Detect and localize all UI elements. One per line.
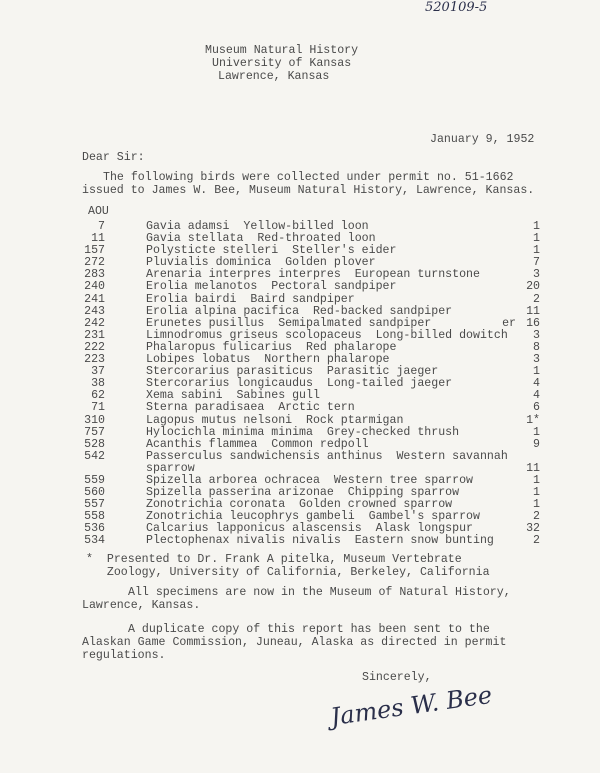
species-name: Erolia bairdi Baird sandpiper: [146, 292, 355, 306]
table-row: [80, 427, 540, 439]
species-name: Acanthis flammea Common redpoll: [146, 437, 369, 451]
aou-number: 283: [84, 268, 105, 282]
paragraph-line: Alaskan Game Commission, Juneau, Alaska as directed in permit: [82, 636, 507, 649]
specimen-count: 11: [526, 461, 540, 475]
intro-line: The following birds were collected under permit no. 51-1662: [103, 171, 514, 184]
intro-line: issued to James W. Bee, Museum Natural History, Lawrence, Kansas.: [82, 184, 535, 197]
aou-number: 542: [84, 449, 105, 463]
species-name: Spizella passerina arizonae Chipping sparrow: [146, 486, 460, 500]
paragraph-line: Lawrence, Kansas.: [82, 599, 201, 612]
specimen-count: 1: [533, 473, 540, 487]
aou-number: 557: [84, 498, 105, 512]
bird-list: [80, 221, 540, 548]
species-name: Gavia adamsi Yellow-billed loon: [146, 220, 369, 233]
species-name: Zonotrichia coronata Golden crowned sparrow: [146, 498, 453, 512]
specimen-count: 4: [533, 377, 540, 391]
species-name: Stercorarius parasiticus Parasitic jaeger: [146, 365, 439, 379]
aou-number: 38: [91, 377, 105, 391]
specimen-count: 7: [533, 256, 540, 270]
species-name: Xema sabini Sabines gull: [146, 389, 320, 403]
specimen-count: 1: [533, 365, 540, 379]
aou-number: 240: [84, 280, 105, 294]
margin-note: er: [502, 316, 516, 330]
letterhead-line: Museum Natural History: [205, 44, 359, 57]
letterhead-line: Lawrence, Kansas: [218, 70, 330, 83]
specimen-count: 1: [533, 425, 540, 439]
table-row: [80, 439, 540, 451]
species-name: Zonotrichia leucophrys gambeli Gambel's sparrow: [146, 510, 480, 524]
letterhead-line: University of Kansas: [212, 57, 352, 70]
species-name: Hylocichla minima minima Grey-checked thrush: [146, 425, 460, 439]
species-name: Gavia stellata Red-throated loon: [146, 232, 376, 246]
specimen-count: 2: [533, 510, 540, 524]
species-name: Polysticte stelleri Steller's eider: [146, 244, 397, 258]
specimen-count: 1*: [526, 413, 540, 427]
table-row: [80, 415, 540, 427]
aou-number: 272: [84, 256, 105, 270]
species-name: Stercorarius longicaudus Long-tailed jaeger: [146, 377, 453, 391]
species-name: Spizella arborea ochracea Western tree sparrow: [146, 473, 473, 487]
species-name: Sterna paradisaea Arctic tern: [146, 401, 355, 415]
date: January 9, 1952: [430, 133, 535, 146]
aou-number: 37: [91, 365, 105, 379]
species-name: Erolia alpina pacifica Red-backed sandpiper: [146, 304, 453, 318]
salutation: Dear Sir:: [82, 151, 145, 164]
aou-number: 528: [84, 437, 105, 451]
table-row: [80, 281, 540, 293]
aou-number: 231: [84, 328, 105, 342]
aou-number: 157: [84, 244, 105, 258]
species-name: Limnodromus griseus scolopaceus Long-billed dowitch: [146, 328, 508, 342]
aou-number: 241: [84, 292, 105, 306]
aou-number: 62: [91, 389, 105, 403]
aou-number: 534: [84, 534, 105, 548]
aou-number: 243: [84, 304, 105, 318]
aou-number: 7: [98, 220, 105, 233]
specimen-count: 3: [533, 353, 540, 367]
file-number: 520109-5: [425, 0, 488, 15]
specimen-count: 16: [526, 316, 540, 330]
specimen-count: 3: [533, 268, 540, 282]
specimen-count: 20: [526, 280, 540, 294]
paragraph-line: All specimens are now in the Museum of Natural History,: [128, 586, 511, 599]
specimen-count: 2: [533, 292, 540, 306]
closing: Sincerely,: [362, 671, 432, 684]
aou-number: 310: [84, 413, 105, 427]
specimen-count: 11: [526, 304, 540, 318]
specimen-count: 1: [533, 232, 540, 246]
aou-number: 558: [84, 510, 105, 524]
specimen-count: 3: [533, 328, 540, 342]
species-name: Passerculus sandwichensis anthinus Western savannah: [146, 449, 508, 463]
species-name: Lagopus mutus nelsoni Rock ptarmigan: [146, 413, 404, 427]
specimen-count: 4: [533, 389, 540, 403]
aou-number: 560: [84, 486, 105, 500]
table-row: [80, 306, 540, 318]
table-header-aou: AOU: [88, 205, 109, 218]
specimen-count: 9: [533, 437, 540, 451]
species-name: Plectophenax nivalis nivalis Eastern snow bunting: [146, 534, 494, 548]
paragraph-line: regulations.: [82, 649, 166, 662]
species-name: Arenaria interpres interpres European turnstone: [146, 268, 480, 282]
aou-number: 222: [84, 340, 105, 354]
footnote-line: Zoology, University of California, Berkeley, California: [86, 566, 490, 579]
aou-number: 71: [91, 401, 105, 415]
species-name: Pluvialis dominica Golden plover: [146, 256, 376, 270]
table-row: [80, 294, 540, 306]
table-row: [80, 402, 540, 414]
table-row: [80, 535, 540, 547]
specimen-count: 6: [533, 401, 540, 415]
specimen-count: 2: [533, 534, 540, 548]
species-name: Lobipes lobatus Northern phalarope: [146, 353, 390, 367]
specimen-count: 1: [533, 220, 540, 233]
footnote-line: * Presented to Dr. Frank A pitelka, Museum Vertebrate: [86, 553, 462, 566]
specimen-count: 1: [533, 498, 540, 512]
specimen-count: 1: [533, 486, 540, 500]
specimen-count: 8: [533, 340, 540, 354]
signature: James W. Bee: [328, 680, 494, 732]
aou-number: 559: [84, 473, 105, 487]
species-name: Phalaropus fulicarius Red phalarope: [146, 340, 397, 354]
aou-number: 223: [84, 353, 105, 367]
species-name: Erolia melanotos Pectoral sandpiper: [146, 280, 397, 294]
specimen-count: 32: [526, 522, 540, 536]
paragraph-line: A duplicate copy of this report has been sent to the: [128, 623, 490, 636]
species-name: sparrow: [146, 461, 195, 475]
specimen-count: 1: [533, 244, 540, 258]
aou-number: 11: [91, 232, 105, 246]
aou-number: 757: [84, 425, 105, 439]
species-name: Calcarius lapponicus alascensis Alask longspur: [146, 522, 473, 536]
aou-number: 242: [84, 316, 105, 330]
species-name: Erunetes pusillus Semipalmated sandpiper: [146, 316, 432, 330]
aou-number: 536: [84, 522, 105, 536]
